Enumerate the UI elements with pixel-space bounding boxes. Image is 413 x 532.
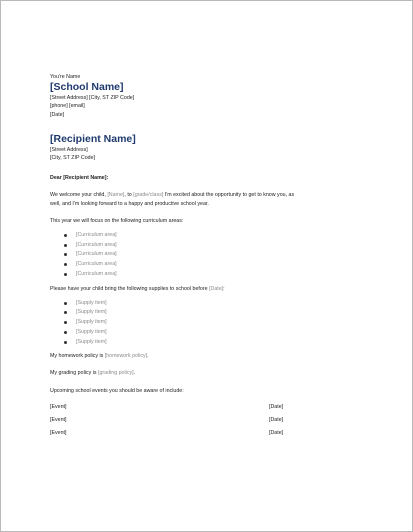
letter-body (50, 73, 370, 442)
bullet-icon (64, 234, 67, 237)
supply-item: [Supply item] (50, 308, 370, 318)
school-name-heading: [School Name] (50, 81, 124, 94)
curriculum-list (50, 231, 370, 280)
grading-policy: My grading policy is [grading policy]. (50, 370, 136, 377)
grade-placeholder: [grade/class] (133, 192, 164, 199)
sender-phone-email: [phone] [email] (50, 103, 85, 110)
grading-policy-placeholder: [grading policy] (98, 370, 134, 377)
salutation: Dear [Recipient Name]: (50, 175, 109, 182)
event-date: [Date] (269, 416, 284, 423)
bullet-icon (64, 263, 67, 266)
sender-date: [Date] (50, 111, 65, 118)
curriculum-intro: This year we will focus on the following curriculum areas: (50, 217, 184, 224)
sender-address: [Street Address] [City, ST ZIP Code] (50, 95, 135, 102)
supplies-intro: Please have your child bring the following supplies to school before [Date]: (50, 285, 225, 292)
event-row (50, 429, 370, 442)
event-name: [Event] (50, 416, 67, 423)
sender-name: You're Name (50, 74, 81, 80)
curriculum-item: [Curriculum area] (50, 260, 370, 270)
child-name-placeholder: [Name] (107, 192, 125, 199)
supply-item: [Supply item] (50, 338, 370, 348)
intro-text-a: We welcome your child, (50, 192, 108, 199)
bullet-icon (64, 253, 67, 256)
curriculum-item: [Curriculum area] (50, 241, 370, 251)
bullet-icon (64, 302, 67, 305)
event-row (50, 416, 370, 429)
event-row (50, 403, 370, 416)
event-date: [Date] (269, 429, 284, 436)
event-name: [Event] (50, 429, 67, 436)
intro-text-b: , to (124, 192, 134, 199)
events-table (50, 403, 370, 442)
supply-item: [Supply item] (50, 328, 370, 338)
intro-text-c: I'm excited about the opportunity to get to know you, as (163, 192, 295, 199)
supply-item: [Supply item] (50, 318, 370, 328)
events-intro: Upcoming school events you should be aware of include: (50, 387, 184, 394)
bullet-icon (64, 273, 67, 276)
curriculum-item: [Curriculum area] (50, 250, 370, 260)
recipient-city: [City, ST ZIP Code] (50, 155, 96, 162)
homework-policy-placeholder: [homework policy] (104, 353, 148, 360)
recipient-street: [Street Address] (50, 146, 88, 153)
intro-paragraph-line1 (50, 191, 370, 199)
bullet-icon (64, 244, 67, 247)
bullet-icon (64, 311, 67, 314)
curriculum-item: [Curriculum area] (50, 231, 370, 241)
supplies-date-placeholder: [Date] (209, 285, 224, 292)
bullet-icon (64, 331, 67, 334)
curriculum-item: [Curriculum area] (50, 270, 370, 280)
homework-policy: My homework policy is [homework policy]. (50, 353, 149, 360)
supply-item: [Supply item] (50, 299, 370, 309)
supplies-list (50, 299, 370, 348)
recipient-name-heading: [Recipient Name] (50, 132, 136, 145)
event-name: [Event] (50, 403, 67, 410)
event-date: [Date] (269, 403, 284, 410)
bullet-icon (64, 321, 67, 324)
intro-paragraph-line2: well, and I'm looking forward to a happy and productive school year. (50, 200, 209, 207)
bullet-icon (64, 341, 67, 344)
